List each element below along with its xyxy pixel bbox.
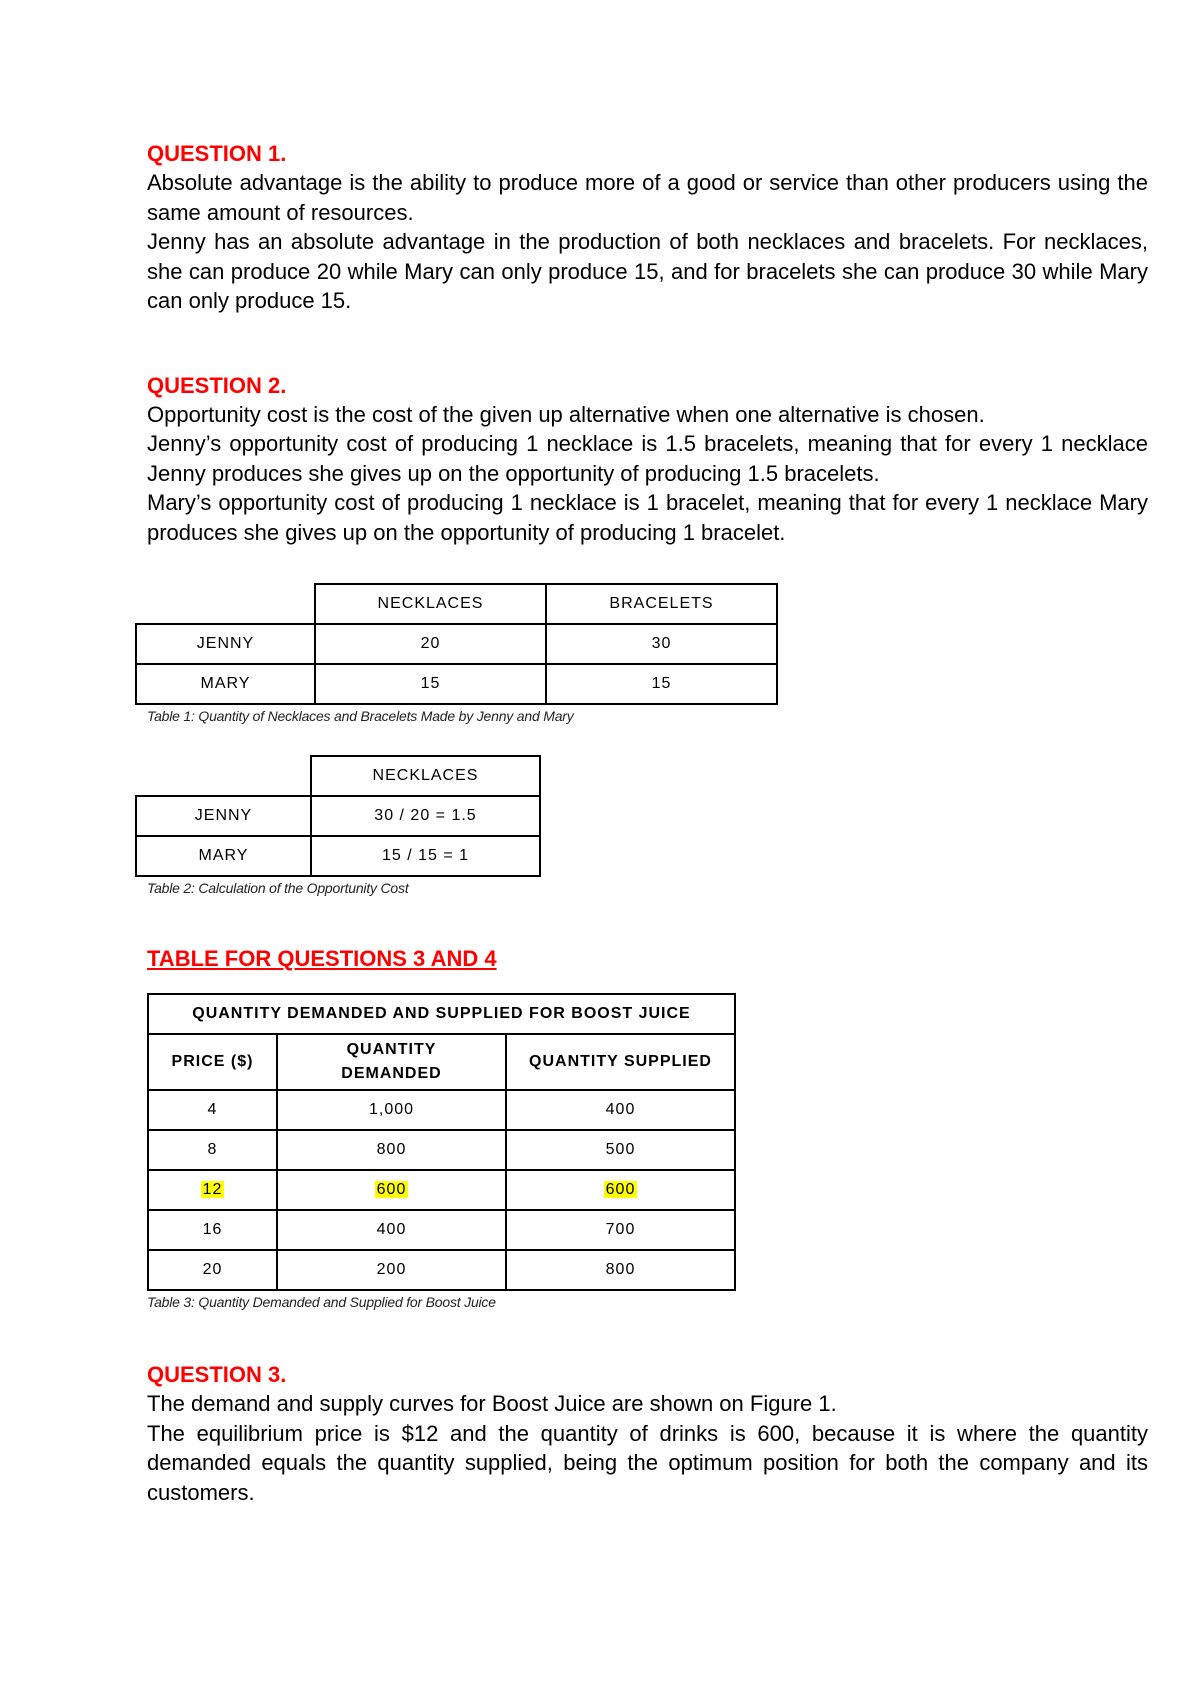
question-2-heading: QUESTION 2. <box>147 372 287 398</box>
question-2-section <box>147 372 1148 548</box>
table-header-cell: BRACELETS <box>546 584 777 624</box>
table-cell: 500 <box>506 1130 735 1170</box>
table-1 <box>135 583 778 705</box>
question-1-paragraph: Absolute advantage is the ability to produce more of a good or service than other producers using the same amount of resources. <box>147 170 1148 225</box>
question-2-paragraph: Jenny’s opportunity cost of producing 1 necklace is 1.5 bracelets, meaning that for every 1 necklace Jenny produces she gives up on the opportunity of producing 1.5 bracelets. <box>147 431 1148 486</box>
document-page <box>147 140 1148 1507</box>
table-q34-section <box>147 945 1148 1311</box>
table-title-cell: QUANTITY DEMANDED AND SUPPLIED FOR BOOST JUICE <box>148 994 735 1034</box>
table-row <box>148 1034 735 1090</box>
header-line: QUANTITY <box>346 1041 437 1058</box>
table-cell: 30 / 20 = 1.5 <box>311 796 540 836</box>
highlighted-value: 600 <box>605 1181 636 1198</box>
question-3-paragraph: The demand and supply curves for Boost Juice are shown on Figure 1. <box>147 1391 837 1416</box>
table-header-cell <box>277 1034 506 1090</box>
table-row <box>148 1250 735 1290</box>
table-header-cell: NECKLACES <box>315 584 546 624</box>
table-row <box>136 796 540 836</box>
table-cell: 15 / 15 = 1 <box>311 836 540 876</box>
table-row <box>136 624 777 664</box>
table-header-cell: QUANTITY SUPPLIED <box>506 1034 735 1090</box>
table-row <box>148 1090 735 1130</box>
table-2 <box>135 755 541 877</box>
table-cell: JENNY <box>136 624 315 664</box>
highlighted-value: 600 <box>376 1181 407 1198</box>
question-3-section <box>147 1361 1148 1507</box>
table-cell: 400 <box>277 1210 506 1250</box>
table-cell: 20 <box>148 1250 277 1290</box>
table-cell: MARY <box>136 836 311 876</box>
table-row-equilibrium <box>148 1170 735 1210</box>
header-line: DEMANDED <box>341 1065 442 1082</box>
table-3 <box>147 993 736 1291</box>
table-row <box>136 664 777 704</box>
table-cell: 15 <box>546 664 777 704</box>
table-row <box>148 994 735 1034</box>
table-header-cell: PRICE ($) <box>148 1034 277 1090</box>
question-3-heading: QUESTION 3. <box>147 1362 287 1387</box>
table-3-caption: Table 3: Quantity Demanded and Supplied for Boost Juice <box>147 1294 496 1310</box>
question-2-paragraph: Mary’s opportunity cost of producing 1 necklace is 1 bracelet, meaning that for every 1 necklace Mary produces she gives up on the opportunity of producing 1 bracelet. <box>147 490 1148 545</box>
table-cell: 8 <box>148 1130 277 1170</box>
table-cell: 20 <box>315 624 546 664</box>
table-row <box>136 756 540 796</box>
table-cell: 1,000 <box>277 1090 506 1130</box>
table-q34-heading: TABLE FOR QUESTIONS 3 AND 4 <box>147 946 497 971</box>
table-cell: 30 <box>546 624 777 664</box>
question-1-section <box>147 140 1148 316</box>
question-3-paragraph: The equilibrium price is $12 and the quantity of drinks is 600, because it is where the quantity demanded equals the quantity supplied, being the optimum position for both the company and its customers. <box>147 1420 1148 1505</box>
table-cell: JENNY <box>136 796 311 836</box>
table-2-block <box>135 755 1148 897</box>
table-cell <box>506 1170 735 1210</box>
table-1-block <box>135 583 1148 725</box>
table-cell: 16 <box>148 1210 277 1250</box>
table-row <box>148 1130 735 1170</box>
table-1-caption: Table 1: Quantity of Necklaces and Bracelets Made by Jenny and Mary <box>147 708 574 724</box>
question-1-heading: QUESTION 1. <box>147 141 287 166</box>
table-cell: 400 <box>506 1090 735 1130</box>
table-header-cell: NECKLACES <box>311 756 540 796</box>
table-row <box>136 584 777 624</box>
question-1-paragraph: Jenny has an absolute advantage in the production of both necklaces and bracelets. For necklaces, she can produce 20 while Mary can only produce 15, and for bracelets she can produce 30 while Mary can only produce 15. <box>147 229 1148 313</box>
table-cell: MARY <box>136 664 315 704</box>
table-cell: 200 <box>277 1250 506 1290</box>
table-cell: 800 <box>277 1130 506 1170</box>
table-row <box>136 836 540 876</box>
question-2-paragraph: Opportunity cost is the cost of the given up alternative when one alternative is chosen. <box>147 401 985 427</box>
table-2-caption: Table 2: Calculation of the Opportunity Cost <box>147 880 409 896</box>
table-cell: 800 <box>506 1250 735 1290</box>
table-cell <box>277 1170 506 1210</box>
table-cell: 700 <box>506 1210 735 1250</box>
table-cell: 4 <box>148 1090 277 1130</box>
table-cell <box>148 1170 277 1210</box>
table-row <box>148 1210 735 1250</box>
table-cell: 15 <box>315 664 546 704</box>
highlighted-value: 12 <box>202 1181 223 1198</box>
